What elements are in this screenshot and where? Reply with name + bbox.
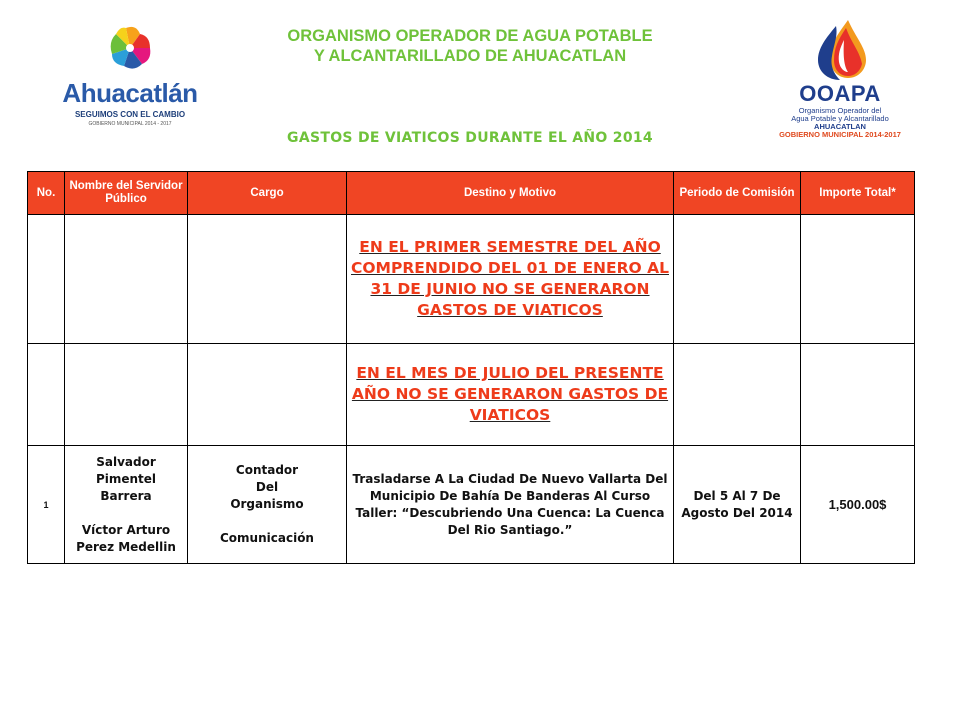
notice-first-semester: EN EL PRIMER SEMESTRE DEL AÑO COMPRENDIDO DEL 01 DE ENERO AL 31 DE JUNIO NO SE GENERARON GASTOS DE VIATICOS [347, 215, 674, 344]
periodo-cell: Del 5 Al 7 De Agosto Del 2014 [674, 446, 801, 564]
empty-cell [801, 344, 915, 446]
col-header-destino: Destino y Motivo [347, 172, 674, 215]
org-title-line2: Y ALCANTARILLADO DE AHUACATLAN [313, 47, 627, 65]
ooapa-line1: Organismo Operador del [798, 106, 882, 115]
table-row [28, 344, 915, 446]
notice-july: EN EL MES DE JULIO DEL PRESENTE AÑO NO SE GENERARON GASTOS DE VIATICOS [347, 344, 674, 446]
table-row [28, 215, 915, 344]
report-title: GASTOS DE VIATICOS DURANTE EL AÑO 2014 [287, 130, 653, 146]
pinwheel-icon [105, 20, 155, 76]
importe-cell: 1,500.00$ [801, 446, 915, 564]
col-header-periodo: Periodo de Comisión [674, 172, 801, 215]
org-title-line1: ORGANISMO OPERADOR DE AGUA POTABLE [287, 27, 653, 45]
table-row [28, 446, 915, 564]
organization-title [200, 26, 740, 66]
empty-cell [65, 215, 188, 344]
cargo2: Comunicación [220, 531, 314, 545]
person2-first: Víctor Arturo [81, 522, 171, 537]
ooapa-line3: AHUACATLAN [814, 122, 866, 131]
ooapa-line4: GOBIERNO MUNICIPAL 2014-2017 [779, 130, 901, 139]
spacer [67, 505, 185, 522]
empty-cell [28, 215, 65, 344]
empty-cell [65, 344, 188, 446]
cargo1-c: Organismo [230, 497, 304, 511]
person1-first: Salvador [96, 454, 156, 469]
logo-wordmark: Ahuacatlán [62, 78, 198, 108]
logo-subtag: GOBIERNO MUNICIPAL 2014 - 2017 [88, 121, 172, 127]
ooapa-brand: OOAPA [799, 81, 881, 106]
ooapa-line2: Agua Potable y Alcantarillado [791, 114, 889, 123]
empty-cell [188, 215, 347, 344]
person1-middle: Pimentel [95, 471, 157, 486]
servidor-names [65, 446, 188, 564]
spacer [190, 513, 344, 530]
row-number: 1 [28, 446, 65, 564]
ooapa-logo [760, 18, 920, 139]
table-header-row [28, 172, 915, 215]
cargo-cell [188, 446, 347, 564]
empty-cell [188, 344, 347, 446]
logo-tagline: SEGUIMOS CON EL CAMBIO [74, 110, 186, 119]
empty-cell [674, 344, 801, 446]
person2-last: Perez Medellin [76, 539, 176, 554]
col-header-cargo: Cargo [188, 172, 347, 215]
water-drop-flame-icon [808, 18, 872, 82]
cargo1-a: Contador [235, 463, 299, 477]
destino-cell: Trasladarse A La Ciudad De Nuevo Vallarta Del Municipio De Bahía De Banderas Al Curso Taller: “Descubriendo Una Cuenca: La Cuenca Del Rio Santiago.” [347, 446, 674, 564]
empty-cell [801, 215, 915, 344]
viaticos-table [27, 171, 915, 564]
person1-last: Barrera [100, 488, 152, 503]
ahuacatlan-logo [50, 20, 210, 127]
col-header-no: No. [28, 172, 65, 215]
empty-cell [28, 344, 65, 446]
col-header-importe: Importe Total* [801, 172, 915, 215]
empty-cell [674, 215, 801, 344]
cargo1-b: Del [255, 480, 279, 494]
col-header-name: Nombre del Servidor Público [65, 172, 188, 215]
